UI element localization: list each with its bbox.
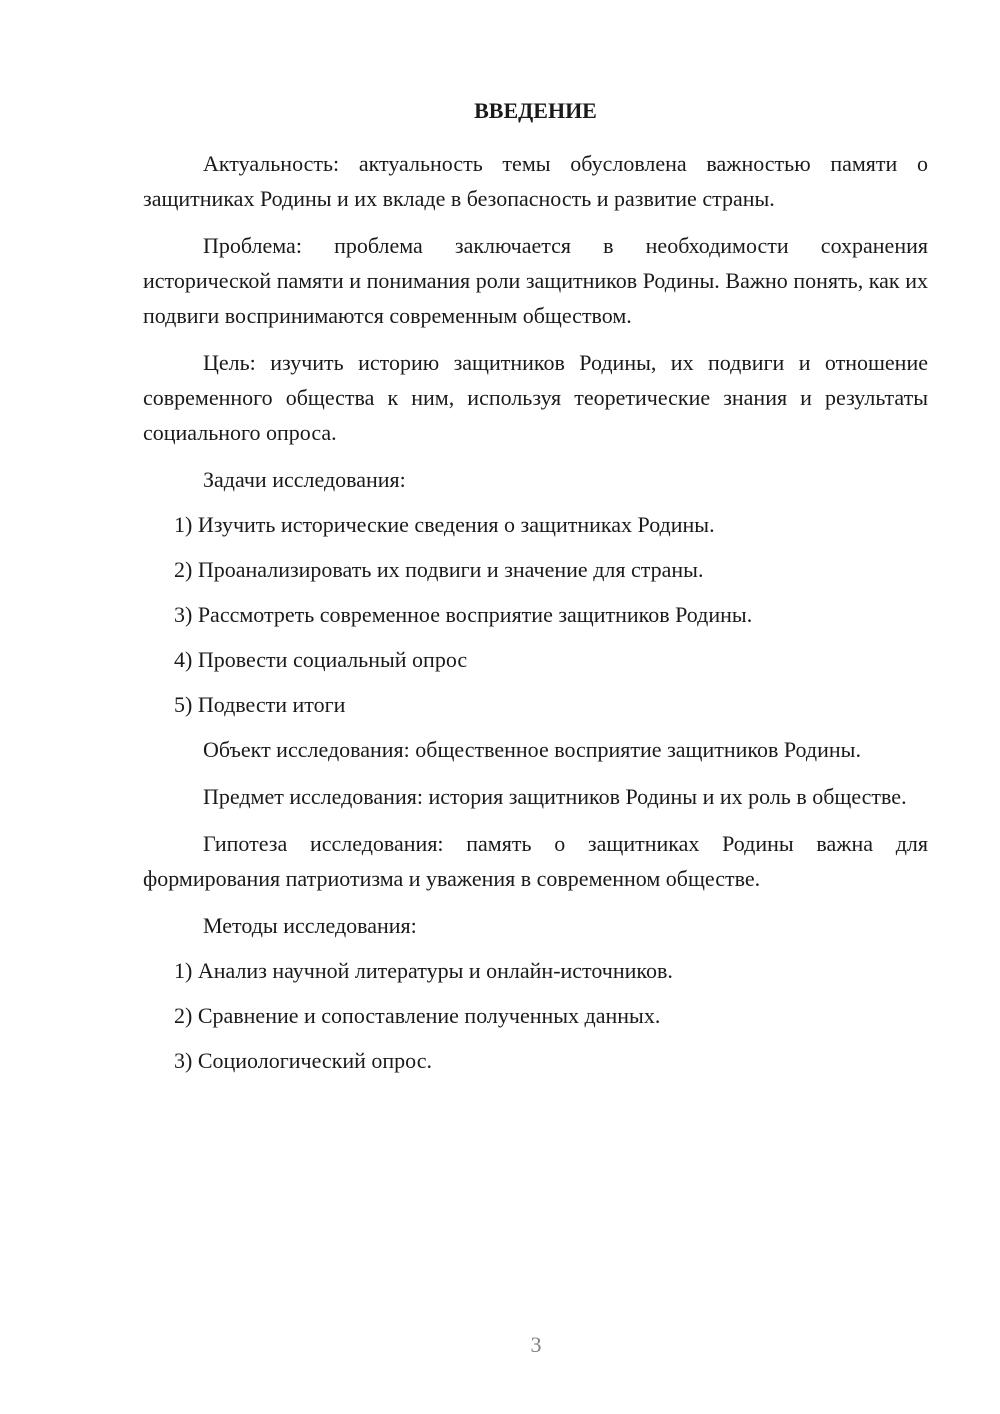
section-title: ВВЕДЕНИЕ: [474, 98, 597, 123]
methods-list: [143, 953, 928, 1078]
list-item: 3) Рассмотреть современное восприятие защитников Родины.: [174, 602, 753, 627]
list-item: 1) Изучить исторические сведения о защитниках Родины.: [174, 512, 715, 537]
methods-heading: Методы исследования:: [203, 913, 417, 938]
list-item: 3) Социологический опрос.: [174, 1048, 432, 1073]
relevance-paragraph: Актуальность: актуальность темы обусловлена важностью памяти о защитниках Родины и их вкладе в безопасность и развитие страны.: [143, 151, 928, 211]
list-item: 2) Сравнение и сопоставление полученных данных.: [174, 1003, 661, 1028]
subject-paragraph: Предмет исследования: история защитников Родины и их роль в обществе.: [203, 784, 907, 809]
page-number: 3: [530, 1332, 542, 1357]
page-content: [143, 96, 928, 1088]
object-paragraph: Объект исследования: общественное восприятие защитников Родины.: [203, 737, 861, 762]
list-item: 2) Проанализировать их подвиги и значение для страны.: [174, 557, 704, 582]
list-item: 5) Подвести итоги: [174, 692, 346, 717]
goal-paragraph: Цель: изучить историю защитников Родины, их подвиги и отношение современного общества к ним, используя теоретические знания и результаты социального опроса.: [143, 350, 928, 445]
hypothesis-paragraph: Гипотеза исследования: память о защитниках Родины важна для формирования патриотизма и уважения в современном обществе.: [143, 831, 928, 891]
list-item: 1) Анализ научной литературы и онлайн-источников.: [174, 958, 673, 983]
tasks-heading: Задачи исследования:: [203, 467, 406, 492]
list-item: 4) Провести социальный опрос: [174, 647, 468, 672]
problem-paragraph: Проблема: проблема заключается в необходимости сохранения исторической памяти и понимания роли защитников Родины. Важно понять, как их подвиги воспринимаются современным обществом.: [143, 233, 928, 328]
tasks-list: [143, 507, 928, 722]
